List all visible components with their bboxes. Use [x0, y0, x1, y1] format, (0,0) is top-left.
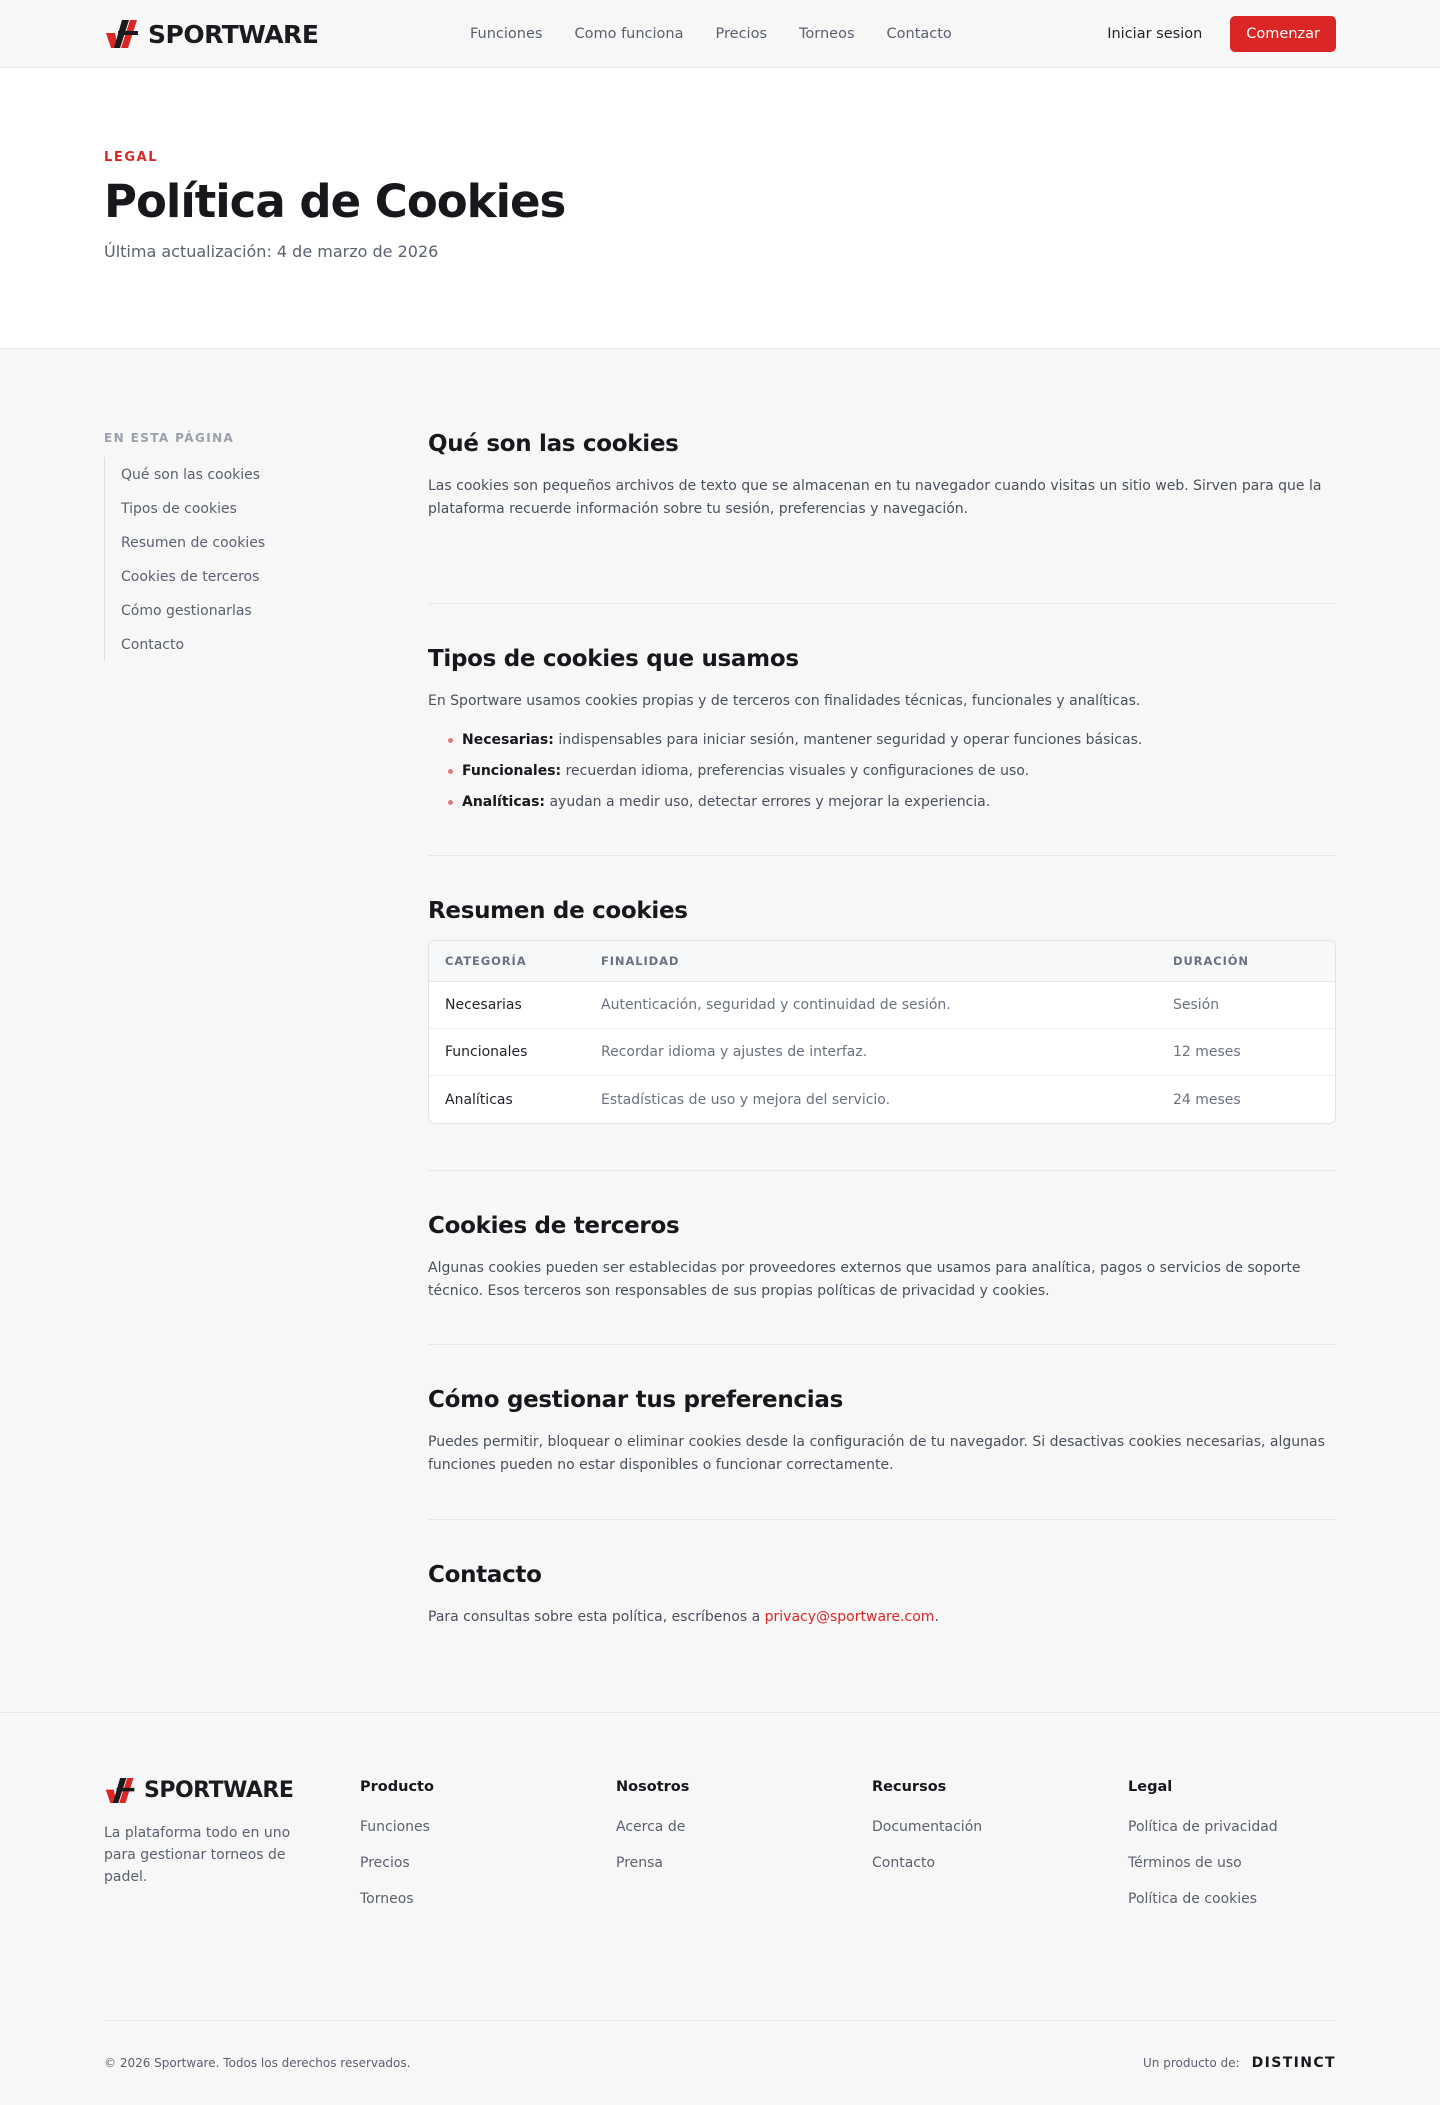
page-hero — [0, 68, 1440, 349]
brand-name: SPORTWARE — [148, 19, 319, 49]
section-manage-preferences — [428, 1345, 1336, 1520]
cell-category: Analíticas — [445, 1091, 513, 1108]
footer-link-terminos[interactable]: Términos de uso — [1128, 1855, 1242, 1871]
toc-link-que-son[interactable]: Qué son las cookies — [121, 467, 261, 483]
section-title: Tipos de cookies que usamos — [428, 646, 799, 672]
toc-link-terceros[interactable]: Cookies de terceros — [121, 569, 260, 585]
legal-eyebrow: LEGAL — [104, 150, 159, 165]
section-title: Qué son las cookies — [428, 431, 679, 457]
footer-link-list — [616, 1816, 872, 1888]
cell-purpose: Autenticación, seguridad y continuidad de sesión. — [601, 997, 951, 1013]
policy-sections — [428, 429, 1336, 1712]
toc-item — [121, 525, 428, 559]
section-title: Cookies de terceros — [428, 1213, 680, 1239]
list-item — [360, 1888, 616, 1924]
list-item — [872, 1852, 1128, 1888]
section-cookie-summary — [428, 856, 1336, 1171]
section-what-are-cookies — [428, 429, 1336, 604]
footer-link-cookies[interactable]: Política de cookies — [1128, 1891, 1258, 1907]
footer-brand — [104, 1777, 360, 2020]
cell-purpose: Recordar idioma y ajustes de interfaz. — [601, 1044, 868, 1060]
sportware-logo-icon — [104, 1777, 138, 1804]
section-body: Puedes permitir, bloquear o eliminar cookies desde la configuración de tu navegador. Si desactivas cookies necesarias, algunas funciones pueden no estar disponibles o funcionar correctamente. — [428, 1434, 1325, 1473]
toc-item — [121, 457, 428, 491]
table-row — [429, 1029, 1335, 1076]
nav-link-torneos[interactable]: Torneos — [799, 26, 855, 42]
list-item — [616, 1816, 872, 1852]
top-navbar — [0, 0, 1440, 68]
footer-link-privacidad[interactable]: Política de privacidad — [1128, 1819, 1278, 1835]
toc-list — [104, 457, 428, 661]
section-contact — [428, 1520, 1336, 1712]
table-header — [429, 941, 1335, 982]
policy-content — [0, 349, 1440, 1712]
footer-link-list — [360, 1816, 616, 1924]
section-title: Cómo gestionar tus preferencias — [428, 1387, 843, 1413]
list-item — [360, 1852, 616, 1888]
footer-column-legal — [1128, 1777, 1278, 2020]
start-button[interactable]: Comenzar — [1230, 16, 1336, 52]
site-footer — [0, 1712, 1440, 2074]
nav-link-precios[interactable]: Precios — [715, 26, 767, 42]
copyright: © 2026 Sportware. Todos los derechos reservados. — [104, 2056, 411, 2070]
nav-link-como-funciona[interactable]: Como funciona — [574, 26, 684, 42]
toc-item — [121, 559, 428, 593]
cookie-summary-table — [428, 940, 1336, 1124]
footer-link-contacto[interactable]: Contacto — [872, 1855, 936, 1871]
footer-link-funciones[interactable]: Funciones — [360, 1819, 430, 1835]
login-link[interactable]: Iniciar sesion — [1107, 26, 1203, 42]
list-item — [1128, 1888, 1278, 1924]
table-of-contents — [104, 429, 428, 1712]
section-body: Las cookies son pequeños archivos de texto que se almacenan en tu navegador cuando visitas un sitio web. Sirven para que la plataforma recuerde información sobre tu sesión, preferencias y navegación. — [428, 478, 1322, 517]
list-item — [1128, 1852, 1278, 1888]
footer-bottom-bar — [104, 2021, 1336, 2105]
made-by-label: Un producto de: — [1143, 2056, 1240, 2070]
section-body: Algunas cookies pueden ser establecidas por proveedores externos que usamos para analítica, pagos o servicios de soporte técnico. Esos terceros son responsables de sus propias políticas de privacidad y cookies. — [428, 1260, 1301, 1299]
toc-link-contacto[interactable]: Contacto — [121, 637, 185, 653]
footer-tagline: La plataforma todo en uno para gestionar torneos de padel. — [104, 1825, 291, 1885]
footer-column-title: Producto — [360, 1779, 434, 1795]
footer-column-recursos — [872, 1777, 1128, 2020]
toc-link-resumen[interactable]: Resumen de cookies — [121, 535, 266, 551]
cell-category: Funcionales — [445, 1044, 528, 1060]
list-item-desc: indispensables para iniciar sesión, mantener seguridad y operar funciones básicas. — [553, 732, 1143, 748]
list-item-term: Funcionales: — [462, 763, 562, 779]
footer-column-title: Legal — [1128, 1779, 1173, 1795]
toc-item — [121, 491, 428, 525]
footer-column-title: Recursos — [872, 1779, 947, 1795]
main-nav — [470, 26, 952, 42]
cell-purpose: Estadísticas de uso y mejora del servicio. — [601, 1091, 891, 1108]
footer-logo[interactable] — [104, 1777, 360, 1804]
list-item — [1128, 1816, 1278, 1852]
list-item — [360, 1816, 616, 1852]
list-item — [872, 1816, 1128, 1852]
list-item — [448, 756, 1336, 787]
table-row — [429, 982, 1335, 1029]
footer-link-torneos[interactable]: Torneos — [360, 1891, 414, 1907]
cell-duration: 24 meses — [1173, 1091, 1241, 1108]
footer-link-prensa[interactable]: Prensa — [616, 1855, 664, 1871]
nav-link-contacto[interactable]: Contacto — [886, 26, 952, 42]
section-body: En Sportware usamos cookies propias y de terceros con finalidades técnicas, funcionales y analíticas. — [428, 693, 1141, 709]
toc-title: EN ESTA PÁGINA — [104, 431, 235, 445]
footer-link-list — [1128, 1816, 1278, 1924]
column-header-purpose: FINALIDAD — [601, 954, 680, 968]
footer-link-precios[interactable]: Precios — [360, 1855, 410, 1871]
nav-actions — [1107, 16, 1336, 52]
contact-suffix: . — [934, 1609, 939, 1625]
section-third-party-cookies — [428, 1171, 1336, 1345]
list-item — [448, 787, 1336, 818]
privacy-email-link[interactable]: privacy@sportware.com — [764, 1609, 935, 1625]
brand-name: SPORTWARE — [144, 1778, 294, 1803]
toc-link-tipos[interactable]: Tipos de cookies — [121, 501, 237, 517]
section-title: Resumen de cookies — [428, 898, 688, 924]
last-updated: Última actualización: 4 de marzo de 2026 — [104, 242, 439, 261]
toc-item — [121, 593, 428, 627]
footer-link-acerca[interactable]: Acerca de — [616, 1819, 686, 1835]
distinct-logo[interactable]: DISTINCT — [1251, 2055, 1336, 2071]
list-item-desc: recuerdan idioma, preferencias visuales y configuraciones de uso. — [561, 763, 1030, 779]
table-row — [429, 1076, 1335, 1123]
footer-column-title: Nosotros — [616, 1779, 690, 1795]
section-title: Contacto — [428, 1562, 542, 1588]
sportware-logo-icon — [104, 19, 142, 49]
toc-item — [121, 627, 428, 661]
column-header-duration: DURACIÓN — [1173, 954, 1249, 968]
list-item-term: Necesarias: — [462, 732, 554, 748]
cell-duration: 12 meses — [1173, 1044, 1241, 1060]
list-item — [448, 725, 1336, 756]
brand-logo[interactable] — [104, 19, 318, 49]
section-cookie-types — [428, 604, 1336, 856]
toc-link-gestionar[interactable]: Cómo gestionarlas — [121, 603, 252, 619]
footer-link-list — [872, 1816, 1128, 1888]
column-header-category: CATEGORÍA — [445, 954, 527, 968]
footer-column-producto — [360, 1777, 616, 2020]
footer-column-nosotros — [616, 1777, 872, 2020]
nav-link-funciones[interactable]: Funciones — [470, 26, 543, 42]
cell-duration: Sesión — [1173, 997, 1220, 1013]
made-by — [1143, 2055, 1336, 2071]
list-item-term: Analíticas: — [462, 794, 546, 810]
cell-category: Necesarias — [445, 997, 522, 1013]
contact-prefix: Para consultas sobre esta política, escríbenos a — [428, 1609, 765, 1625]
list-item-desc: ayudan a medir uso, detectar errores y mejorar la experiencia. — [545, 794, 991, 810]
page-title: Política de Cookies — [104, 175, 566, 228]
footer-columns — [104, 1777, 1336, 2021]
footer-link-documentacion[interactable]: Documentación — [872, 1819, 983, 1835]
cookie-types-list — [428, 725, 1336, 818]
list-item — [616, 1852, 872, 1888]
section-body — [428, 1606, 1336, 1629]
